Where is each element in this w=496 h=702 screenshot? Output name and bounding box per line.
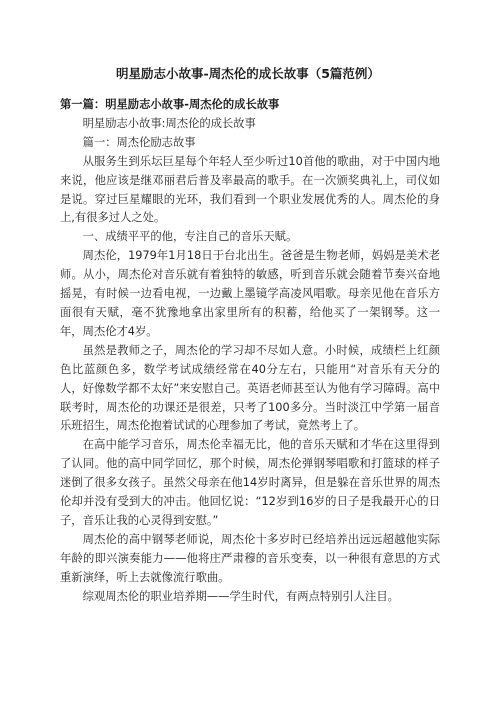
paragraph: 综观周杰伦的职业培养期——学生时代，有两点特别引人注目。 <box>82 589 399 603</box>
paragraph: 虽然是教师之子，周杰伦的学习却不尽如人意。小时候，成绩栏上红颜色比蓝颜色多，数学考试成绩经常在40分左右，只能用“对音乐有天分的人，好像数学都不太好”来安慰自己。英语老师甚至认为他有学习障碍。高中联考时，周杰伦的功课还是很差，只考了100多分。当时淡江中学第一届音乐班招生，周杰伦抱着试试的心理参加了考试，竟然考上了。 <box>60 343 440 433</box>
paragraph: 在高中能学习音乐，周杰伦幸福无比，他的音乐天赋和才华在这里得到了认同。他的高中同学回忆，那个时候，周杰伦弹钢琴唱歌和打篮球的样子迷倒了很多女孩子。虽然父母亲在他14岁时离异，但是躲在音乐世界的周杰伦却并没有受到大的冲击。他回忆说：“12岁到16岁的日子是我最开心的日子，音乐让我的心灵得到安慰。” <box>60 438 440 527</box>
document-body <box>60 96 440 606</box>
paragraph: 周杰伦，1979年1月18日于台北出生。爸爸是生物老师，妈妈是美术老师。从小，周杰伦对音乐就有着独特的敏感，听到音乐就会随着节奏兴奋地摇晃，有时候一边看电视，一边戴上墨镜学高凌风唱歌。母亲见他在音乐方面很有天赋，毫不犹豫地拿出家里所有的积蓄，给他买了一架钢琴。这一年，周杰伦才4岁。 <box>60 249 440 338</box>
paragraph: 一、成绩平平的他，专注自己的音乐天赋。 <box>82 230 298 244</box>
paragraph: 周杰伦的高中钢琴老师说，周杰伦十多岁时已经培养出远远超越他实际年龄的即兴演奏能力——他将庄严肃穆的音乐变奏，以一种很有意思的方式重新演绎，听上去就像流行歌曲。 <box>60 532 440 584</box>
paragraph: 篇一：周杰伦励志故事 <box>82 135 196 149</box>
paragraph: 明星励志小故事:周杰伦的成长故事 <box>82 116 256 130</box>
section-heading: 第一篇：明星励志小故事-周杰伦的成长故事 <box>60 98 280 111</box>
document-title: 明星励志小故事-周杰伦的成长故事（5篇范例） <box>116 66 380 81</box>
paragraph: 从服务生到乐坛巨星每个年轻人至少听过10首他的歌曲，对于中国内地来说，他应该是继邓丽君后普及率最高的歌手。在一次颁奖典礼上，司仪如是说。穿过巨星耀眼的光环，我们看到一个职业发展优秀的人。周杰伦的身上,有很多过人之处。 <box>60 154 440 225</box>
